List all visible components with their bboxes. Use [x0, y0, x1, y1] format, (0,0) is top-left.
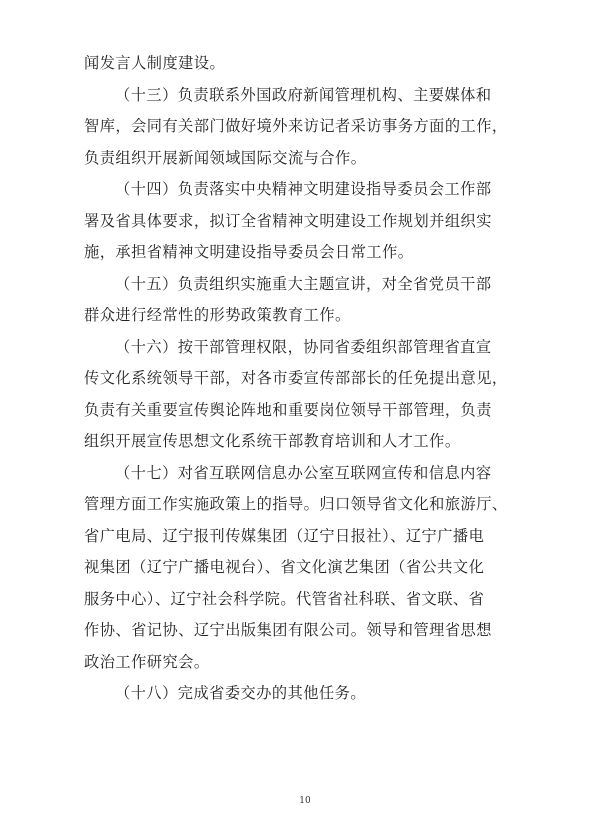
text-line: 管理方面工作实施政策上的指导。归口领导省文化和旅游厅、	[84, 495, 508, 513]
text-line: 负责有关重要宣传舆论阵地和重要岗位领导干部管理，负责	[84, 400, 492, 419]
text-line: 传文化系统领导干部，对各市委宣传部部长的任免提出意见，	[84, 369, 508, 387]
body-text	[84, 48, 534, 710]
item-16-line: （十六）按干部管理权限，协同省委组织部管理省直宣	[115, 337, 492, 356]
item-15-line: （十五）负责组织实施重大主题宣讲，对全省党员干部	[115, 274, 492, 293]
text-line: 省广电局、辽宁报刊传媒集团（辽宁日报社）、辽宁广播电	[84, 526, 485, 545]
text-line: 服务中心）、辽宁社会科学院。代管省社科联、省文联、省	[84, 589, 485, 608]
text-line: 闻发言人制度建设。	[84, 54, 226, 72]
item-14-line: （十四）负责落实中央精神文明建设指导委员会工作部	[115, 180, 492, 198]
text-line: 视集团（辽宁广播电视台）、省文化演艺集团（省公共文化	[84, 558, 485, 576]
page-number: 10	[299, 796, 311, 806]
text-line: 作协、省记协、辽宁出版集团有限公司。领导和管理省思想	[84, 621, 492, 639]
text-line: 政治工作研究会。	[84, 652, 210, 671]
text-line: 组织开展宣传思想文化系统干部教育培训和人才工作。	[84, 432, 461, 450]
item-17-line: （十七）对省互联网信息办公室互联网宣传和信息内容	[115, 463, 492, 482]
text-line: 施，承担省精神文明建设指导委员会日常工作。	[84, 243, 414, 261]
text-line: 群众进行经常性的形势政策教育工作。	[84, 306, 351, 324]
text-line: 负责组织开展新闻领域国际交流与合作。	[84, 148, 367, 167]
text-line: 智库，会同有关部门做好境外来访记者采访事务方面的工作，	[84, 117, 508, 135]
item-13-line: （十三）负责联系外国政府新闻管理机构、主要媒体和	[115, 85, 492, 104]
item-18-line: （十八）完成省委交办的其他任务。	[115, 684, 366, 702]
text-line: 署及省具体要求，拟订全省精神文明建设工作规划并组织实	[84, 211, 492, 230]
